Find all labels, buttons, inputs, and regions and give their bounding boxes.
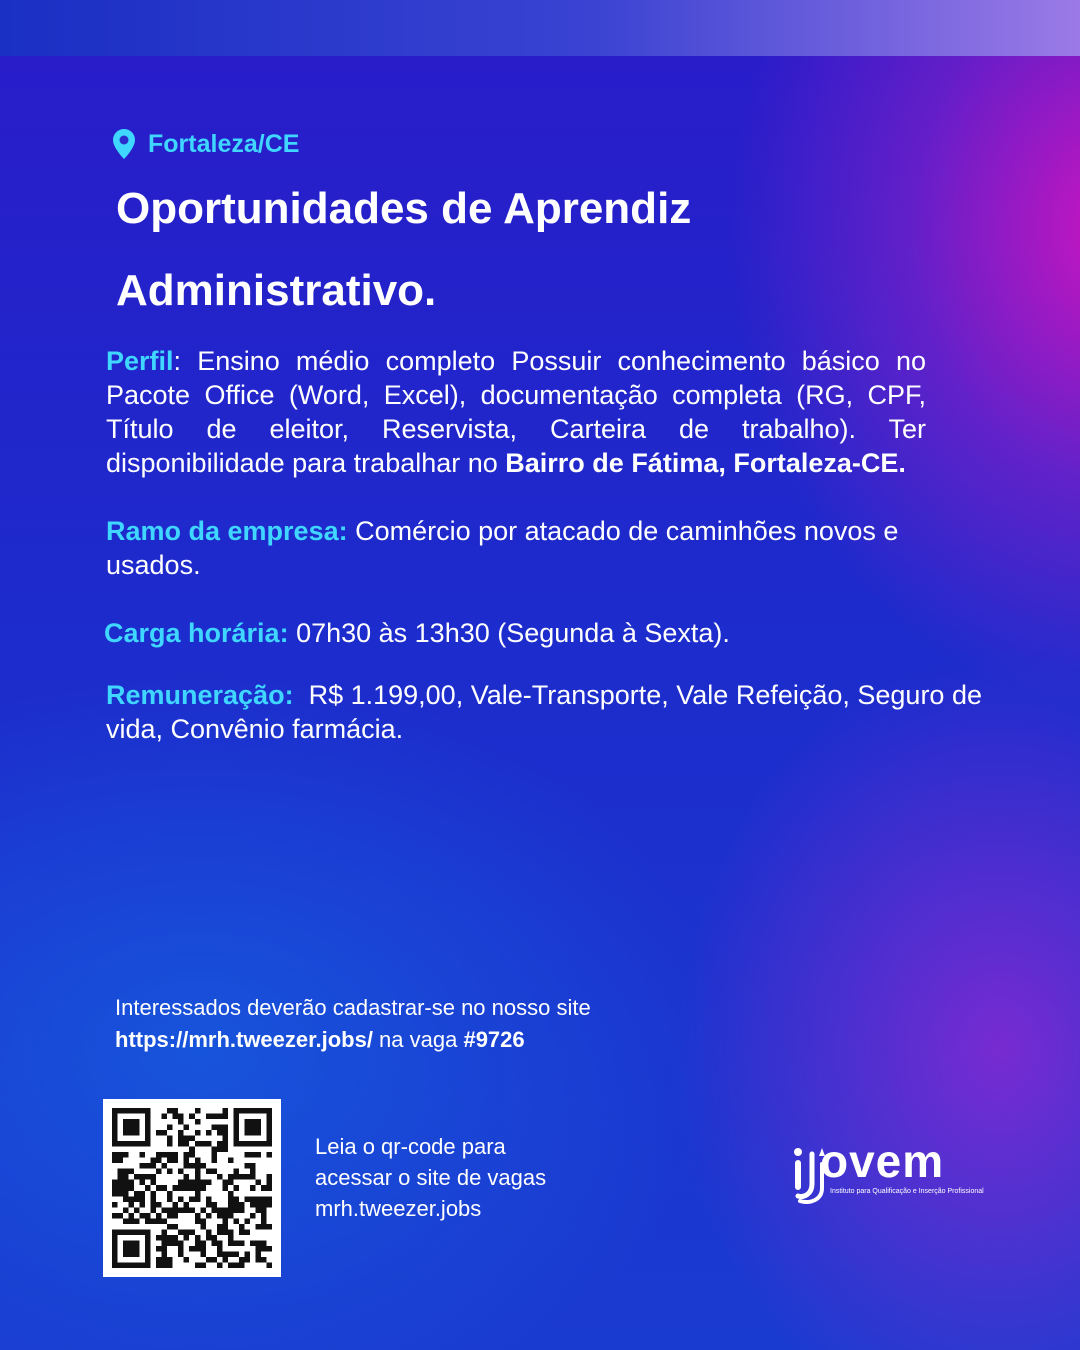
job-code: #9726 (463, 1027, 525, 1052)
call-to-action (115, 992, 591, 1056)
ramo-section (106, 514, 926, 582)
remuneracao-text: R$ 1.199,00, Vale-Transporte, Vale Refeição, Seguro de vida, Convênio farmácia. (106, 680, 990, 744)
site-link[interactable]: https://mrh.tweezer.jobs/ (115, 1027, 373, 1052)
page-title: Oportunidades de Aprendiz Administrativo. (116, 184, 692, 315)
qr-code-icon (112, 1108, 272, 1268)
perfil-section (106, 344, 926, 480)
qr-code[interactable] (103, 1099, 281, 1277)
cta-line2 (115, 1024, 591, 1056)
qr-instructions (315, 1131, 546, 1224)
location-text: Fortaleza/CE (148, 129, 300, 158)
logo-subtitle: Instituto para Qualificação e Inserção Profissional (830, 1188, 984, 1195)
carga-label: Carga horária: (104, 618, 289, 648)
top-gradient-strip (0, 0, 1080, 56)
ramo-label: Ramo da empresa: (106, 516, 348, 546)
logo-wordmark: ovem (820, 1135, 945, 1187)
qr-text-line1: Leia o qr-code para (315, 1134, 506, 1159)
cta-mid: na vaga (372, 1027, 464, 1052)
cta-line1: Interessados deverão cadastrar-se no nosso site (115, 995, 591, 1020)
remuneracao-section (106, 678, 1046, 746)
perfil-text: : Ensino médio completo Possuir conhecimento básico no Pacote Office (Word, Excel), documentação completa (RG, CPF, Título de eleitor, Reservista, Carteira de trabalho). Ter disponibilidade para trabalhar no (106, 346, 926, 478)
carga-text: 07h30 às 13h30 (Segunda à Sexta). (288, 618, 730, 648)
ijovem-logo (790, 1135, 990, 1208)
job-details (106, 344, 1046, 746)
ramo-text: Comércio por atacado de caminhões novos e usados. (106, 516, 899, 580)
carga-section (104, 616, 1046, 650)
qr-text-line2: acessar o site de vagas (315, 1165, 547, 1190)
location (112, 128, 299, 160)
remuneracao-label: Remuneração: (106, 680, 294, 710)
map-pin-icon (112, 128, 136, 160)
qr-text-line3: mrh.tweezer.jobs (315, 1196, 482, 1221)
perfil-label: Perfil (106, 346, 174, 376)
perfil-location: Bairro de Fátima, Fortaleza-CE. (505, 448, 906, 478)
